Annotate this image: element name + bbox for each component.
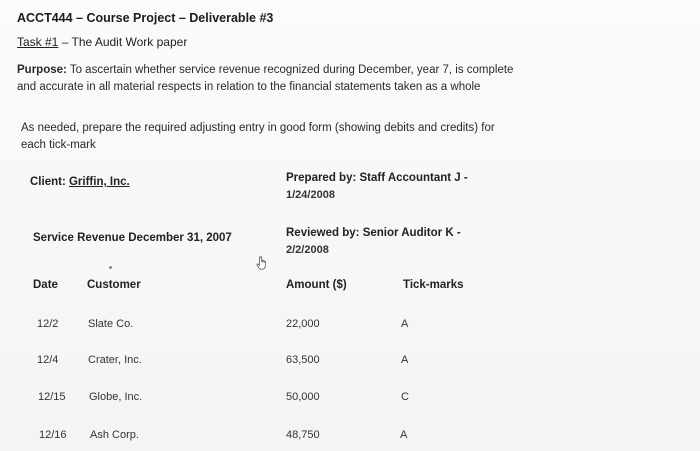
purpose-label: Purpose:	[17, 64, 67, 76]
row-3-tick-mark: C	[401, 391, 409, 403]
hand-cursor-icon	[254, 255, 270, 271]
prepared-by-block	[286, 170, 486, 204]
row-2-tick-mark: A	[401, 354, 409, 366]
row-2-customer: Crater, Inc.	[88, 354, 142, 366]
row-1-customer: Slate Co.	[88, 318, 134, 330]
row-1-amount: 22,000	[286, 318, 320, 330]
client-name: Griffin, Inc.	[68, 176, 130, 188]
row-1-tick-mark: A	[401, 318, 409, 330]
row-4-date: 12/16	[39, 429, 67, 441]
column-header-customer: Customer	[87, 279, 141, 291]
purpose-text: To ascertain whether service revenue recognized during December, year 7, is complete and accurate in all material respects in relation to the financial statements taken as a whole	[17, 64, 514, 93]
row-1-date: 12/2	[37, 318, 59, 330]
instruction-paragraph: As needed, prepare the required adjusting entry in good form (showing debits and credits) for each tick-mark	[21, 122, 495, 151]
task-heading	[17, 35, 187, 49]
column-header-tick-marks: Tick-marks	[403, 279, 464, 291]
row-2-date: 12/4	[37, 354, 59, 366]
reviewed-date: 2/2/2008	[286, 244, 329, 256]
row-4-amount: 48,750	[286, 429, 320, 441]
purpose-paragraph	[17, 62, 517, 96]
row-3-amount: 50,000	[286, 391, 320, 403]
row-3-customer: Globe, Inc.	[89, 391, 143, 403]
reviewed-by-block	[286, 225, 486, 259]
column-header-amount: Amount ($)	[286, 279, 347, 291]
stray-mark	[109, 266, 112, 269]
task-description: – The Audit Work paper	[58, 35, 188, 49]
row-4-tick-mark: A	[400, 429, 408, 441]
row-2-amount: 63,500	[286, 354, 320, 366]
workpaper-title: Service Revenue December 31, 2007	[33, 232, 232, 244]
prepared-date: 1/24/2008	[286, 189, 335, 201]
row-3-date: 12/15	[38, 391, 66, 403]
prepared-by-label: Prepared by: Staff Accountant J -	[286, 172, 468, 184]
document-title: ACCT444 – Course Project – Deliverable #3	[17, 11, 274, 25]
task-label: Task #1	[17, 35, 59, 49]
client-label: Client:	[30, 176, 69, 188]
reviewed-by-label: Reviewed by: Senior Auditor K -	[286, 227, 461, 239]
client-line	[30, 176, 130, 188]
row-4-customer: Ash Corp.	[90, 429, 139, 441]
column-header-date: Date	[33, 279, 58, 291]
